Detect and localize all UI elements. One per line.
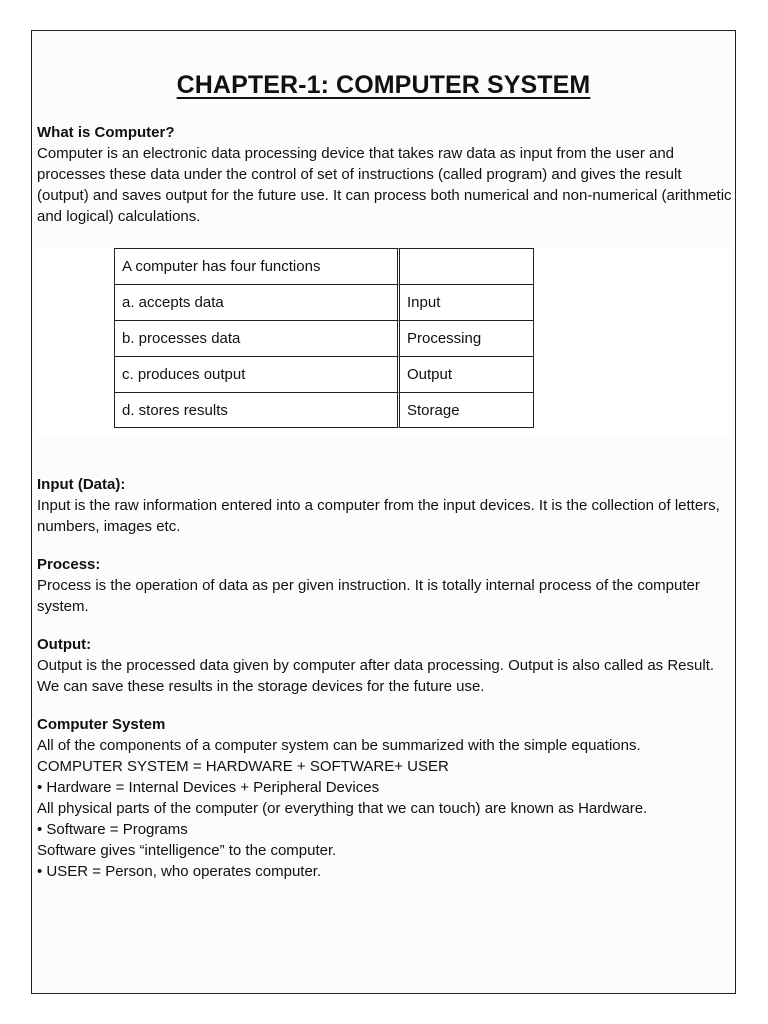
computer-system-heading: Computer System	[37, 716, 166, 733]
input-text: Input is the raw information entered into a computer from the input devices. It is the collection of letters, numbers, images etc.	[37, 497, 720, 535]
computer-system-section	[37, 714, 737, 882]
table-cell-name: Output	[397, 356, 534, 392]
output-heading: Output:	[37, 636, 92, 653]
table-cell-function: a. accepts data	[114, 284, 397, 320]
system-line: All physical parts of the computer (or everything that we can touch) are known as Hardware.	[37, 800, 648, 817]
user-bullet: • USER = Person, who operates computer.	[37, 863, 322, 880]
table-header-cell: A computer has four functions	[114, 248, 397, 284]
page-title: CHAPTER-1: COMPUTER SYSTEM	[176, 71, 591, 99]
table-cell-function: b. processes data	[114, 320, 397, 356]
process-section	[37, 554, 737, 617]
intro-heading: What is Computer?	[37, 124, 175, 141]
table-row	[114, 320, 534, 356]
process-text: Process is the operation of data as per given instruction. It is totally internal process of the computer system.	[37, 577, 700, 615]
table-cell-function: d. stores results	[114, 392, 397, 428]
intro-text: Computer is an electronic data processing device that takes raw data as input from the user and processes these data under the control of set of instructions (called program) and gives the result (output) and saves output for the future use. It can process both numerical and non-numerical (arithmetic and logical) calculations.	[37, 145, 732, 225]
system-line: Software gives “intelligence” to the computer.	[37, 842, 337, 859]
system-line: All of the components of a computer system can be summarized with the simple equations.	[37, 737, 641, 754]
table-row	[114, 392, 534, 428]
input-heading: Input (Data):	[37, 476, 126, 493]
table-row	[114, 248, 534, 284]
process-heading: Process:	[37, 556, 101, 573]
table-cell-name: Input	[397, 284, 534, 320]
table-row	[114, 284, 534, 320]
table-cell-name: Processing	[397, 320, 534, 356]
table-row	[114, 356, 534, 392]
system-equation: COMPUTER SYSTEM = HARDWARE + SOFTWARE+ USER	[37, 758, 449, 775]
functions-table	[114, 248, 534, 428]
output-section	[37, 634, 737, 697]
document-page	[31, 30, 736, 994]
table-header-empty-cell	[397, 248, 534, 284]
table-cell-name: Storage	[397, 392, 534, 428]
intro-section	[37, 122, 737, 227]
table-cell-function: c. produces output	[114, 356, 397, 392]
software-bullet: • Software = Programs	[37, 821, 188, 838]
output-text: Output is the processed data given by computer after data processing. Output is also called as Result. We can save these results in the storage devices for the future use.	[37, 657, 715, 695]
hardware-bullet: • Hardware = Internal Devices + Peripheral Devices	[37, 779, 380, 796]
input-section	[37, 474, 737, 537]
